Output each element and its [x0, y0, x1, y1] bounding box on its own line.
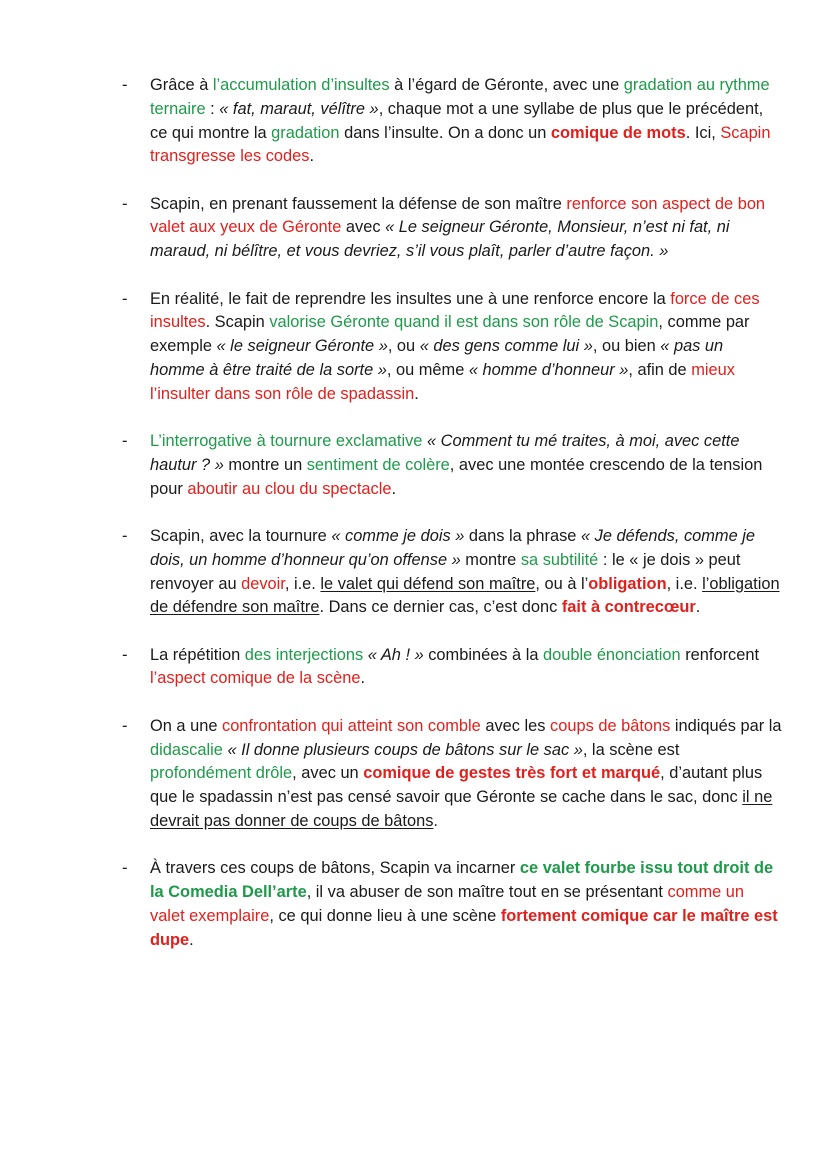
text-segment: , ou à l’: [535, 574, 589, 593]
text-segment: montre: [460, 550, 521, 569]
text-segment: Grâce à: [150, 76, 213, 94]
text-segment: . Dans ce dernier cas, c’est donc: [319, 598, 562, 617]
text-segment: , afin de: [628, 360, 692, 379]
text-segment: confrontation qui atteint son comble: [222, 716, 481, 735]
bullet-text: [150, 717, 782, 830]
text-segment: « fat, maraut, vélître »: [219, 99, 379, 118]
text-segment: , i.e.: [284, 574, 321, 593]
text-segment: coups de bâtons: [550, 716, 671, 735]
text-segment: avec les: [480, 716, 551, 735]
text-segment: valorise Géronte quand il est dans son rôle de Scapin: [269, 313, 659, 332]
text-segment: renforcent: [680, 645, 760, 664]
bullet-item: [122, 430, 782, 501]
text-segment: , i.e.: [666, 574, 703, 593]
text-segment: .: [391, 479, 397, 498]
text-segment: sa subtilité: [520, 550, 599, 569]
bullet-dash: -: [122, 76, 128, 94]
text-segment: il ne devrait pas donner de coups de bâtons: [150, 788, 773, 830]
text-segment: l’accumulation d’insultes: [212, 76, 390, 94]
text-segment: , avec un: [292, 764, 364, 783]
text-segment: aboutir au clou du spectacle: [187, 479, 392, 498]
bullet-dash: -: [122, 194, 128, 213]
text-segment: avec: [341, 218, 386, 237]
text-segment: « pas un homme à être traité de la sorte »: [150, 337, 724, 379]
text-segment: « Ah ! »: [367, 645, 424, 664]
text-segment: devoir: [241, 574, 285, 593]
text-segment: .: [360, 669, 366, 688]
text-segment: .: [189, 930, 194, 949]
text-segment: « le seigneur Géronte »: [216, 337, 388, 356]
bullet-text: [150, 859, 778, 948]
bullet-dash: -: [122, 645, 128, 664]
text-segment: « Le seigneur Géronte, Monsieur, n’est ni fat, ni maraud, ni bélître, et vous devriez, s’il vous plaît, parler d’autre façon. »: [150, 218, 730, 261]
text-segment: dans l’insulte. On a donc un: [339, 123, 551, 142]
bullet-item: [122, 288, 782, 407]
bullet-text: [150, 527, 780, 616]
text-segment: : le « je dois » peut renvoyer au: [150, 550, 741, 593]
text-segment: :: [205, 99, 220, 118]
text-segment: combinées à la: [423, 645, 544, 664]
text-segment: , la scène est: [582, 740, 680, 759]
text-segment: à l’égard de Géronte, avec une: [389, 76, 624, 94]
text-segment: le valet qui défend son maître: [320, 574, 536, 593]
text-segment: , chaque mot a une syllabe de plus que le précédent, ce qui montre la: [150, 99, 764, 142]
text-segment: , avec une montée crescendo de la tension pour: [150, 455, 763, 498]
text-segment: didascalie: [150, 740, 223, 759]
text-segment: ce valet fourbe issu tout droit de la Comedia Dell’arte: [150, 859, 774, 902]
text-segment: gradation au rythme ternaire: [150, 76, 770, 118]
text-segment: double énonciation: [543, 645, 681, 664]
text-segment: , ou bien: [592, 337, 661, 356]
text-segment: .: [695, 598, 701, 617]
text-segment: L’interrogative à tournure exclamative: [150, 432, 423, 451]
text-segment: des interjections: [244, 645, 364, 664]
text-segment: gradation: [271, 123, 340, 142]
bullet-item: [122, 74, 782, 169]
bullet-item: [122, 715, 782, 834]
text-segment: , comme par exemple: [150, 313, 750, 356]
text-segment: Scapin, avec la tournure: [150, 526, 332, 545]
text-segment: .: [414, 384, 419, 403]
text-segment: En réalité, le fait de reprendre les insultes une à une renforce encore la: [150, 289, 671, 308]
text-segment: fortement comique car le maître est dupe: [150, 906, 778, 949]
bullet-text: [150, 195, 765, 261]
text-segment: « Comment tu mé traites, à moi, avec cette hautur ? »: [150, 432, 740, 474]
bullet-item: [122, 644, 782, 692]
text-segment: , d’autant plus que le spadassin n’est pas censé savoir que Géronte se cache dans le sac, donc: [150, 764, 763, 807]
text-segment: , il va abuser de son maître tout en se présentant: [306, 883, 668, 902]
text-segment: dans la phrase: [464, 526, 581, 545]
bullet-item: [122, 857, 782, 952]
bullet-text: [150, 432, 762, 498]
text-segment: obligation: [588, 574, 667, 593]
bullet-dash: -: [122, 859, 128, 878]
text-segment: À travers ces coups de bâtons, Scapin va incarner: [150, 859, 520, 878]
text-segment: On a une: [150, 716, 222, 735]
text-segment: l’aspect comique de la scène: [150, 669, 361, 688]
bullet-dash: -: [122, 526, 128, 545]
bullet-dash: -: [122, 432, 128, 451]
text-segment: « homme d’honneur »: [468, 360, 629, 379]
text-segment: comique de mots: [550, 123, 686, 142]
bullet-text: [150, 646, 759, 688]
text-segment: « comme je dois »: [331, 526, 465, 545]
text-segment: comique de gestes très fort et marqué: [363, 764, 661, 783]
text-segment: « des gens comme lui »: [419, 337, 593, 356]
text-segment: . Ici,: [685, 123, 721, 142]
text-segment: « Il donne plusieurs coups de bâtons sur le sac »: [227, 740, 583, 759]
text-segment: comme un valet exemplaire: [150, 883, 745, 925]
text-segment: , ou même: [386, 360, 469, 379]
text-segment: renforce son aspect de bon valet aux yeux de Géronte: [150, 194, 766, 237]
text-segment: , ce qui donne lieu à une scène: [269, 906, 501, 925]
bullet-item: [122, 525, 782, 620]
text-segment: Scapin, en prenant faussement la défense de son maître: [150, 194, 567, 213]
text-segment: .: [433, 811, 438, 830]
text-segment: « Je défends, comme je dois, un homme d’honneur qu’on offense »: [150, 526, 755, 569]
bullet-text: [150, 290, 760, 403]
text-segment: profondément drôle: [150, 764, 293, 783]
text-segment: mieux l’insulter dans son rôle de spadassin: [150, 360, 735, 403]
text-segment: . Scapin: [205, 313, 270, 332]
bullet-dash: -: [122, 289, 128, 308]
text-segment: .: [309, 147, 314, 166]
bullet-text: [150, 76, 770, 165]
analysis-bullet-list: [122, 74, 782, 976]
text-segment: Scapin transgresse les codes: [150, 123, 771, 166]
text-segment: force de ces insultes: [150, 289, 760, 332]
text-segment: montre un: [223, 455, 307, 474]
text-segment: La répétition: [150, 645, 245, 664]
text-segment: , ou: [387, 337, 420, 356]
text-segment: l’obligation de défendre son maître: [150, 574, 780, 617]
text-segment: sentiment de colère: [306, 455, 450, 474]
text-segment: fait à contrecœur: [561, 598, 696, 617]
bullet-dash: -: [122, 716, 128, 735]
text-segment: indiqués par la: [670, 716, 782, 735]
bullet-item: [122, 193, 782, 264]
